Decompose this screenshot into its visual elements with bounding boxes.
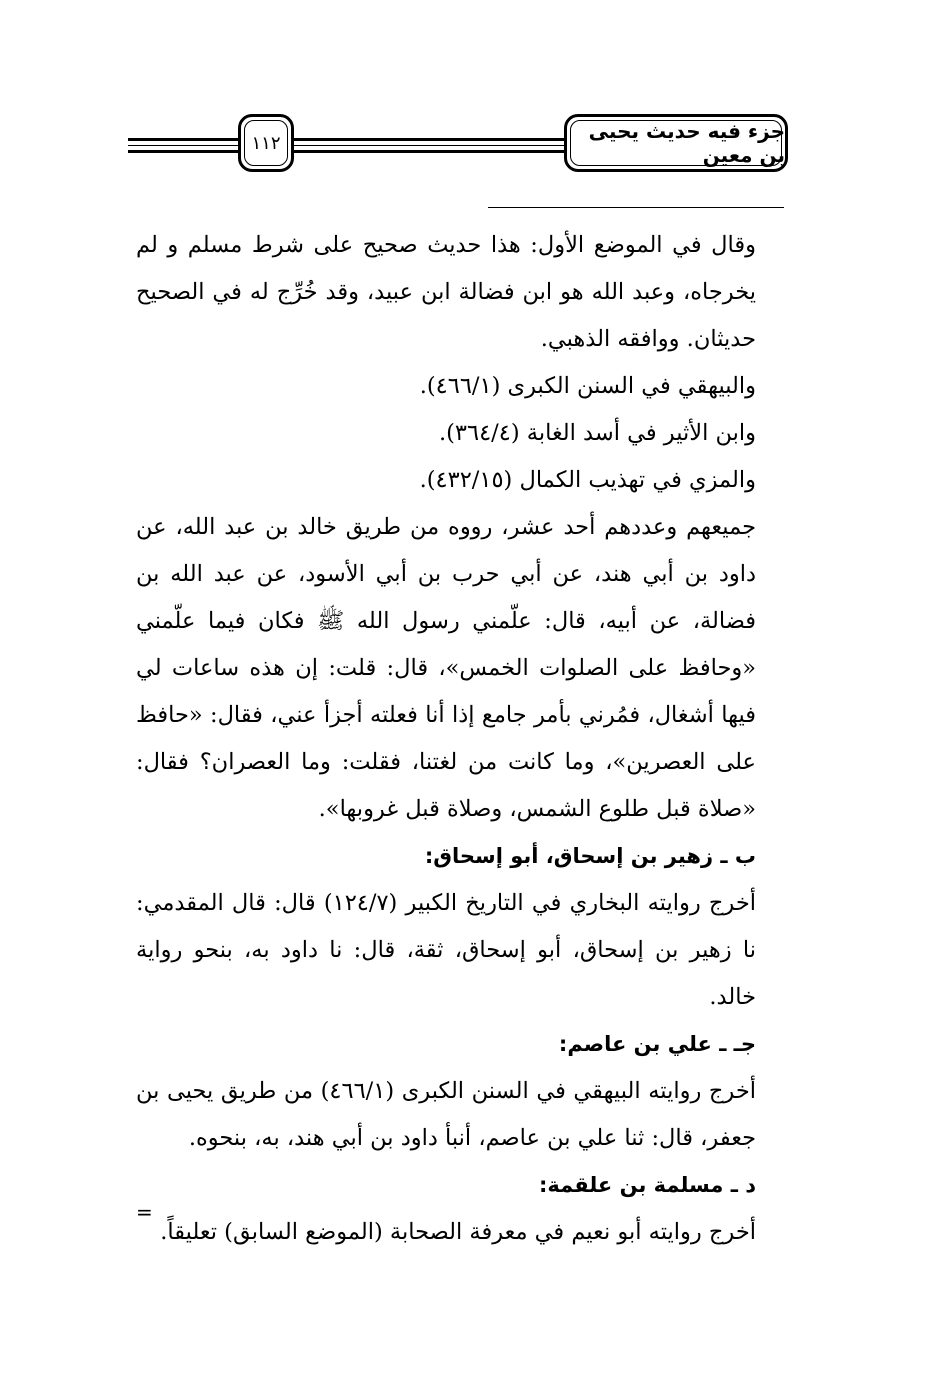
heading-maslama: د ـ مسلمة بن علقمة: (539, 1173, 756, 1197)
paragraph-bayhaqi: والبيهقي في السنن الكبرى (٤٦٦/١). (419, 373, 756, 399)
main-text (136, 222, 756, 1256)
header-rule-left-lower (128, 150, 240, 153)
running-title: جزء فيه حديث يحيى بن معين (588, 119, 785, 167)
title-frame (564, 114, 788, 172)
header-rule-left-thin (128, 145, 240, 146)
page-number: ١١٢ (251, 132, 281, 154)
header-rule-middle-thin (292, 145, 566, 146)
header-rule-left (128, 138, 240, 141)
paragraph-bayhaqi-yahya: أخرج روايته البيهقي في السنن الكبرى (٤٦٦/١) من طريق يحيى بن جعفر، قال: ثنا علي بن عاصم، أنبأ داود بن أبي هند، به، بنحوه. (136, 1078, 757, 1151)
paragraph-hadith-text: جميعهم وعددهم أحد عشر، رووه من طريق خالد بن عبد الله، عن داود بن أبي هند، عن أبي حرب بن أبي الأسود، عن عبد الله بن فضالة، عن أبيه، قال: علّمني رسول الله ﷺ فكان فيما علّمني «وحافظ على الصلوات الخمس»، قال: قلت: إن هذه ساعات لي فيها أشغال، فمُرني بأمر جامع إذا أنا فعلته أجزأ عني، فقال: «حافظ على العصرين»، وما كانت من لغتنا، فقلت: وما العصران؟ فقال: «صلاة قبل طلوع الشمس، وصلاة قبل غروبها». (136, 514, 756, 822)
heading-ali-ibn-asim: جـ ـ علي بن عاصم: (558, 1032, 756, 1056)
paragraph-bukhari: أخرج روايته البخاري في التاريخ الكبير (١٢٤/٧) قال: قال المقدمي: نا زهير بن إسحاق، أبو إسحاق، ثقة، قال: نا داود به، بنحو رواية خالد. (136, 890, 756, 1010)
header-rule-middle-lower (292, 150, 566, 153)
paragraph-hakim-note: وقال في الموضع الأول: هذا حديث صحيح على شرط مسلم و لم يخرجاه، وعبد الله هو ابن فضالة ابن عبيد، وقد خُرِّج له في الصحيح حديثان. ووافقه الذهبي. (136, 232, 756, 352)
paragraph-mizzi: والمزي في تهذيب الكمال (٤٣٢/١٥). (419, 467, 756, 493)
paragraph-ibn-athir: وابن الأثير في أسد الغابة (٣٦٤/٤). (438, 420, 756, 446)
page-number-frame (238, 114, 294, 172)
heading-zuhayr: ب ـ زهير بن إسحاق، أبو إسحاق: (424, 844, 756, 868)
footnote-continuation-marker: = (136, 1200, 153, 1224)
paragraph-abu-nuaym: أخرج روايته أبو نعيم في معرفة الصحابة (الموضع السابق) تعليقاً. (160, 1219, 756, 1245)
footnote-separator-rule (488, 207, 784, 208)
page-header (0, 0, 939, 190)
header-rule-middle (292, 138, 566, 141)
